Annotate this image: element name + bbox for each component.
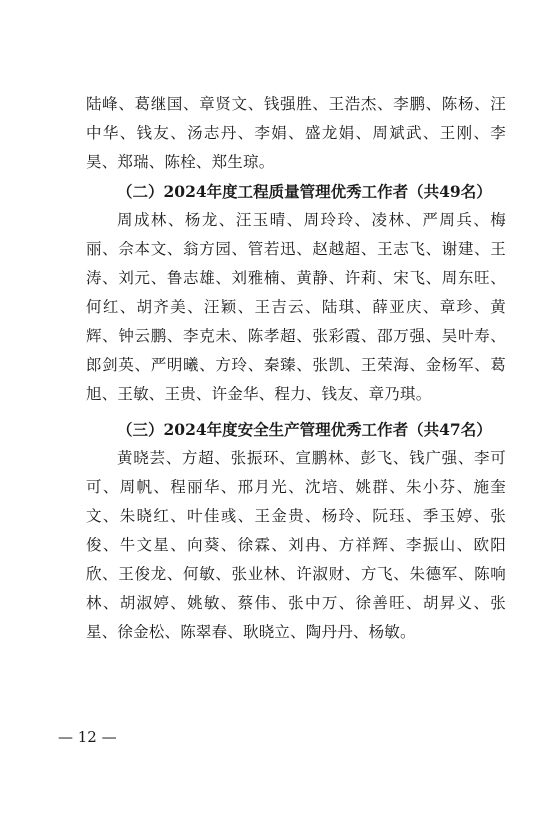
section3-heading: （三）2024年度安全生产管理优秀工作者（共47名） [117, 420, 492, 439]
section2-name-list: 周成林、杨龙、汪玉晴、周玲玲、凌林、严周兵、梅丽、佘本文、翁方园、管若迅、赵越超、王志飞、谢建、王涛、刘元、鲁志雄、刘雅楠、黄静、许莉、宋飞、周东旺、何红、胡齐美、汪颖、王吉云、陆琪、薛亚庆、章珍、黄辉、钟云鹏、李克未、陈孝超、张彩霞、邵万强、吴叶寿、郎剑英、严明曦、方玲、秦臻、张凯、王荣海、金杨军、葛旭、王敏、王贵、许金华、程力、钱友、章乃琪。 [86, 211, 506, 403]
section2-heading: （二）2024年度工程质量管理优秀工作者（共49名） [117, 182, 492, 201]
section3-name-list: 黄晓芸、方超、张振环、宣鹏林、彭飞、钱广强、李可可、周帆、程丽华、邢月光、沈培、姚群、朱小芬、施奎文、朱晓红、叶佳彧、王金贵、杨玲、阮珏、季玉婷、张俊、牛文星、向葵、徐霖、刘冉、方祥辉、李振山、欧阳欣、王俊龙、何敏、张业林、许淑财、方飞、朱德军、陈响林、胡淑婷、姚敏、蔡伟、张中万、徐善旺、胡昇义、张星、徐金松、陈翠春、耿晓立、陶丹丹、杨敏。 [86, 449, 506, 641]
page-number: — 12 — [58, 728, 117, 746]
intro-name-list: 陆峰、葛继国、章贤文、钱强胜、王浩杰、李鹏、陈杨、汪中华、钱友、汤志丹、李娟、盛龙娟、周斌武、王刚、李昊、郑瑞、陈栓、郑生琼。 [86, 95, 506, 171]
